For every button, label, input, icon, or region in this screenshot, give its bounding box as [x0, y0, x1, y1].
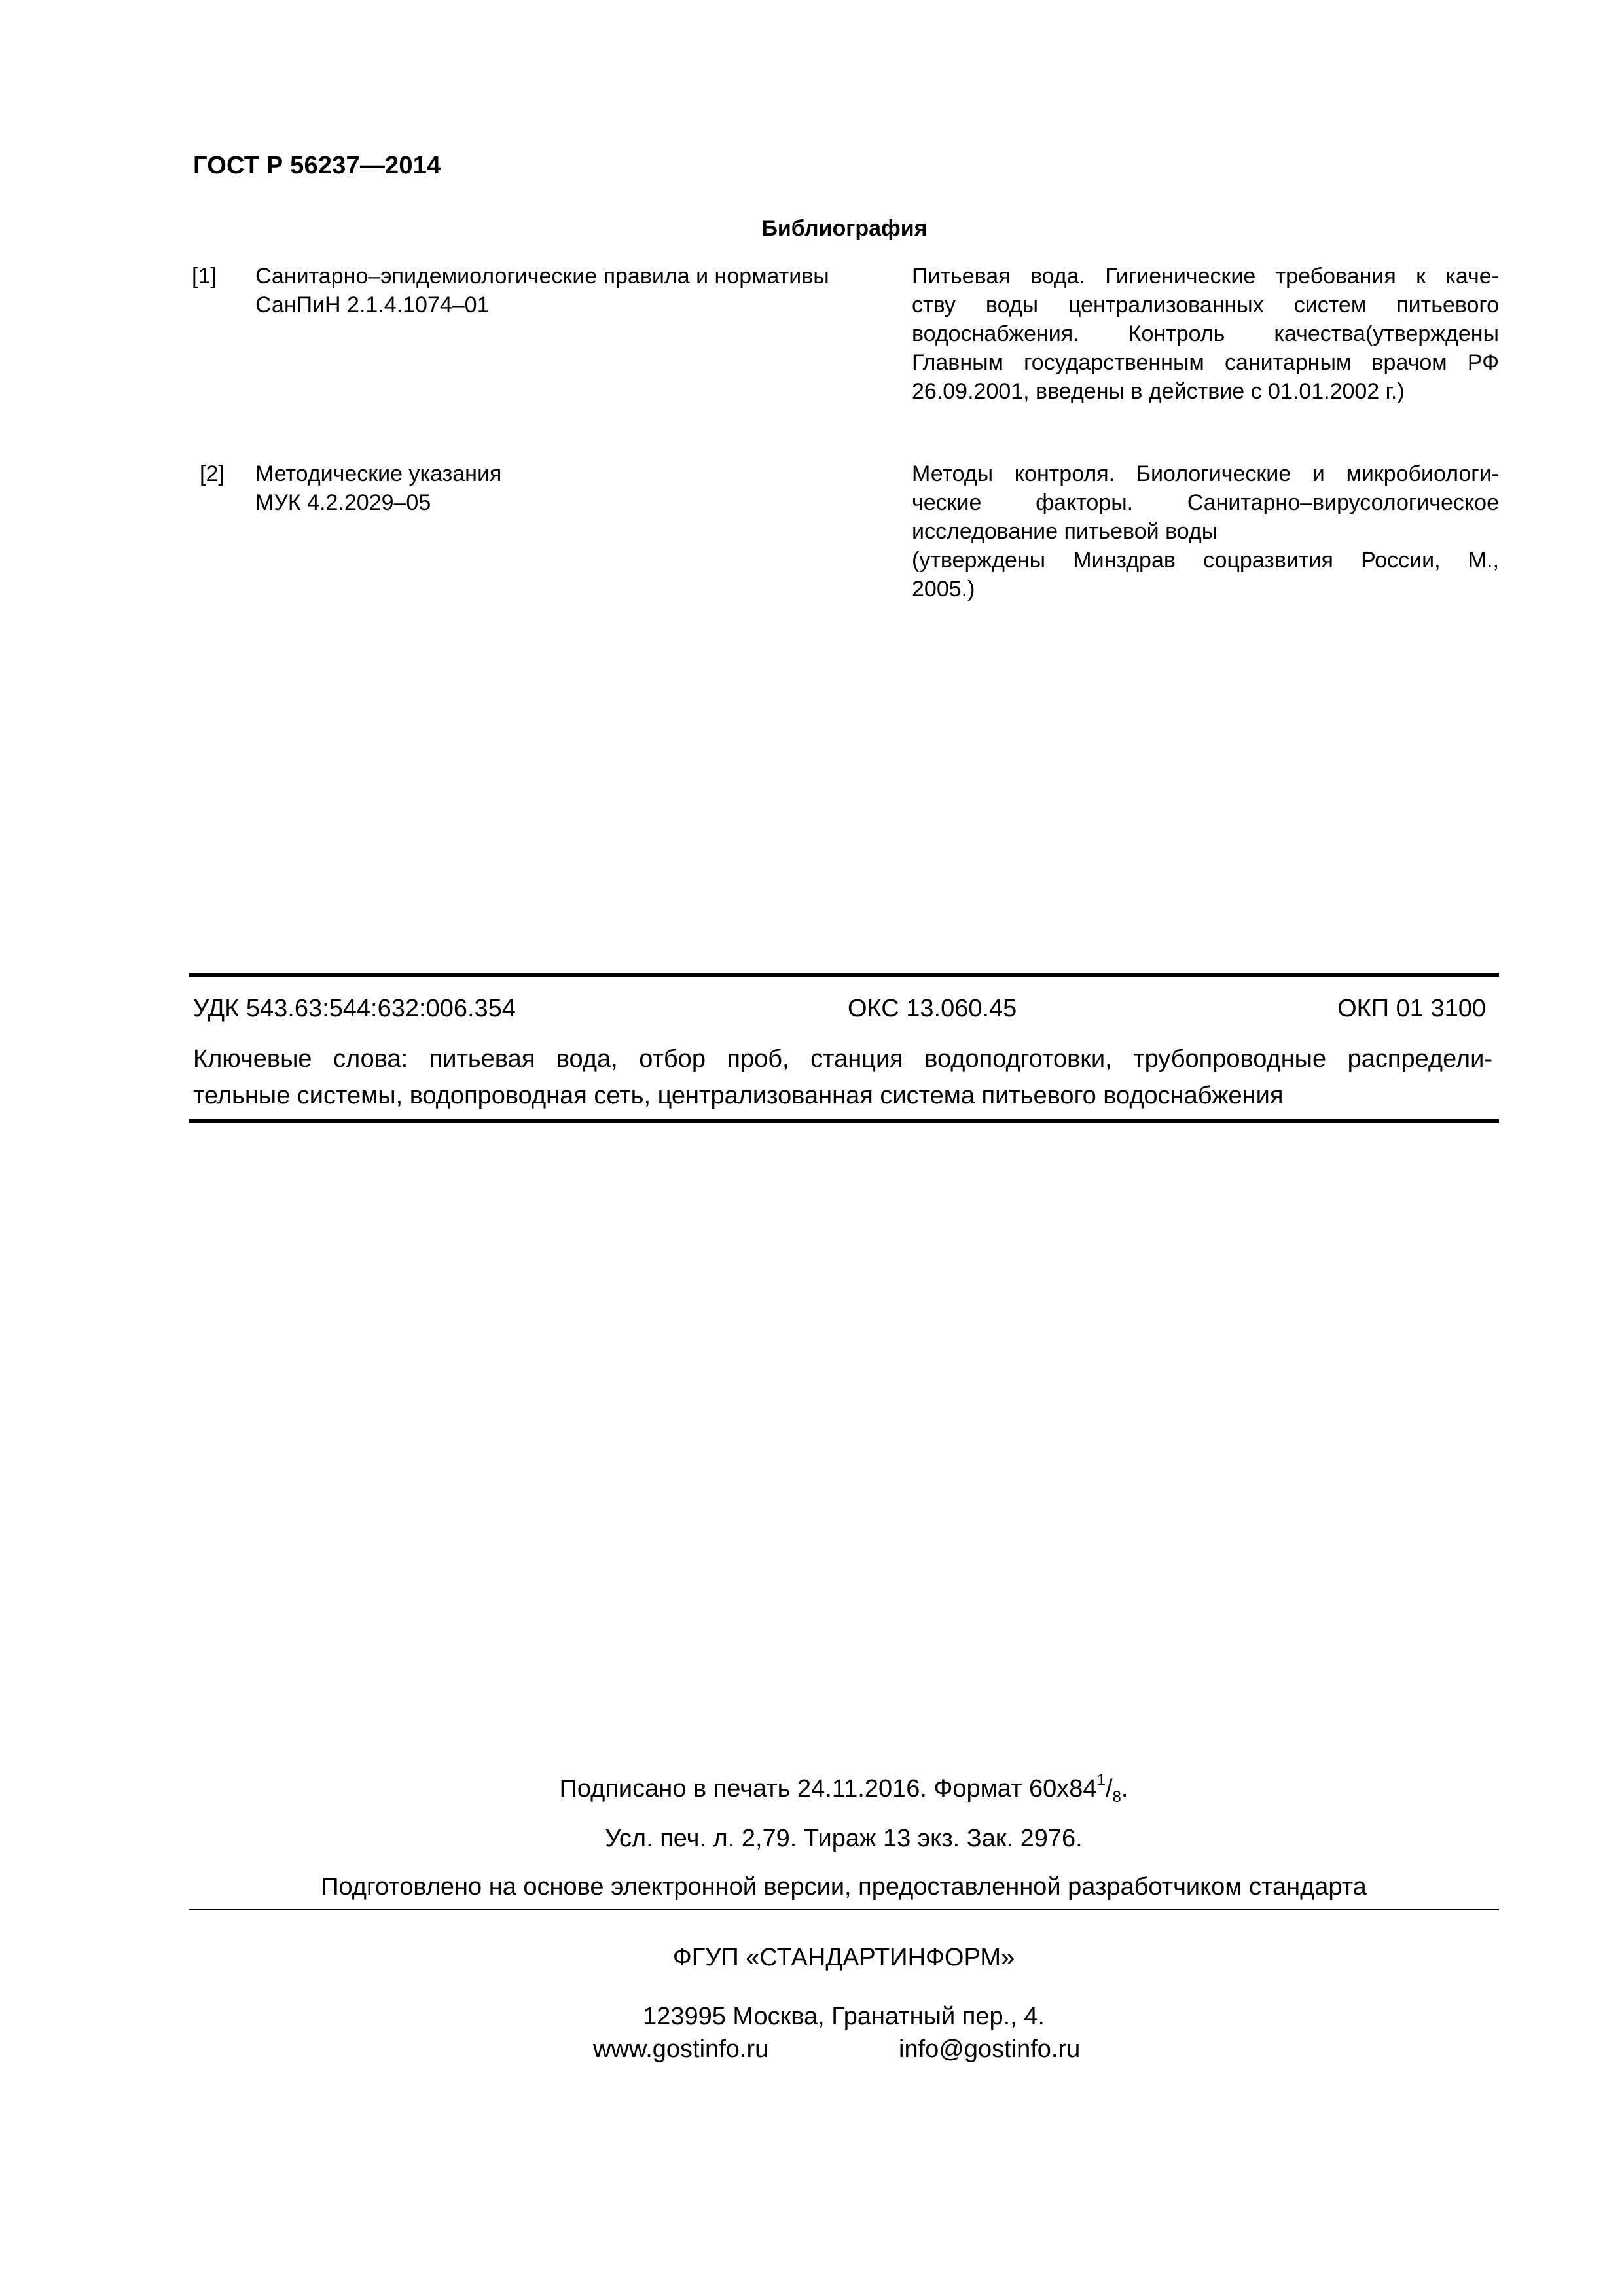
entry-description	[912, 262, 1499, 406]
document-designation: ГОСТ Р 56237—2014	[193, 152, 441, 179]
entry-description-line: Главным государственным санитарным врачом РФ	[912, 350, 1499, 375]
publisher-website-link[interactable]: www.gostinfo.ru	[593, 2036, 769, 2063]
imprint-signed-text: Подписано в печать 24.11.2016. Формат 60x84	[559, 1775, 1097, 1803]
entry-description-line: 2005.)	[912, 577, 975, 601]
publisher-name: ФГУП «СТАНДАРТИНФОРМ»	[672, 1944, 1015, 1971]
entry-source-code: МУК 4.2.2029–05	[255, 490, 431, 515]
entry-description-line: 26.09.2001, введены в действие с 01.01.2002 г.)	[912, 379, 1405, 404]
entry-source	[255, 459, 903, 517]
entry-description-line: исследование питьевой воды	[912, 519, 1218, 544]
publisher-email-link[interactable]: info@gostinfo.ru	[899, 2036, 1081, 2063]
imprint-rule	[189, 1909, 1499, 1910]
publisher-address: 123995 Москва, Гранатный пер., 4.	[643, 2003, 1045, 2030]
entry-source-title: Санитарно–эпидемиологические правила и нормативы	[255, 264, 829, 289]
entry-description-line: Методы контроля. Биологические и микробиологи-	[912, 461, 1499, 486]
entry-description-line: водоснабжения. Контроль качества(утверждены	[912, 321, 1499, 346]
imprint-prepared-note: Подготовлено на основе электронной версии, предоставленной разработчиком стандарта	[321, 1873, 1367, 1901]
entry-number: [2]	[200, 461, 225, 486]
keywords-line: Ключевые слова: питьевая вода, отбор проб, станция водоподготовки, трубопроводные распредели-	[193, 1045, 1492, 1073]
classification-bottom-rule	[189, 1119, 1499, 1123]
keywords-line: тельные системы, водопроводная сеть, централизованная система питьевого водоснабжения	[193, 1082, 1284, 1109]
entry-description	[912, 459, 1499, 603]
entry-description-line: ческие факторы. Санитарно–вирусологическое	[912, 490, 1499, 515]
imprint-print-details: Усл. печ. л. 2,79. Тираж 13 экз. Зак. 2976.	[605, 1825, 1083, 1852]
format-fraction-numerator: 1	[1096, 1771, 1106, 1789]
entry-source	[255, 262, 903, 319]
udk-code: УДК 543.63:544:632:006.354	[193, 995, 516, 1022]
classification-top-rule	[189, 973, 1499, 977]
imprint-signed-end: .	[1121, 1775, 1128, 1803]
classification-codes	[193, 995, 1492, 1028]
entry-description-line: (утверждены Минздрав соцразвития России, М.,	[912, 548, 1499, 573]
okp-code: ОКП 01 3100	[1337, 995, 1486, 1022]
format-fraction-slash: /	[1105, 1775, 1113, 1803]
entry-source-code: СанПиН 2.1.4.1074–01	[255, 293, 490, 317]
oks-code: ОКС 13.060.45	[848, 995, 1017, 1022]
entry-description-line: Питьевая вода. Гигиенические требования к каче-	[912, 264, 1499, 289]
entry-source-title: Методические указания	[255, 461, 502, 486]
entry-description-line: ству воды централизованных систем питьевого	[912, 293, 1499, 317]
entry-number: [1]	[192, 264, 217, 289]
imprint-signed	[189, 1771, 1499, 1806]
bibliography-title: Библиография	[761, 216, 928, 241]
format-fraction-denominator: 8	[1112, 1788, 1121, 1806]
keywords	[193, 1041, 1492, 1114]
